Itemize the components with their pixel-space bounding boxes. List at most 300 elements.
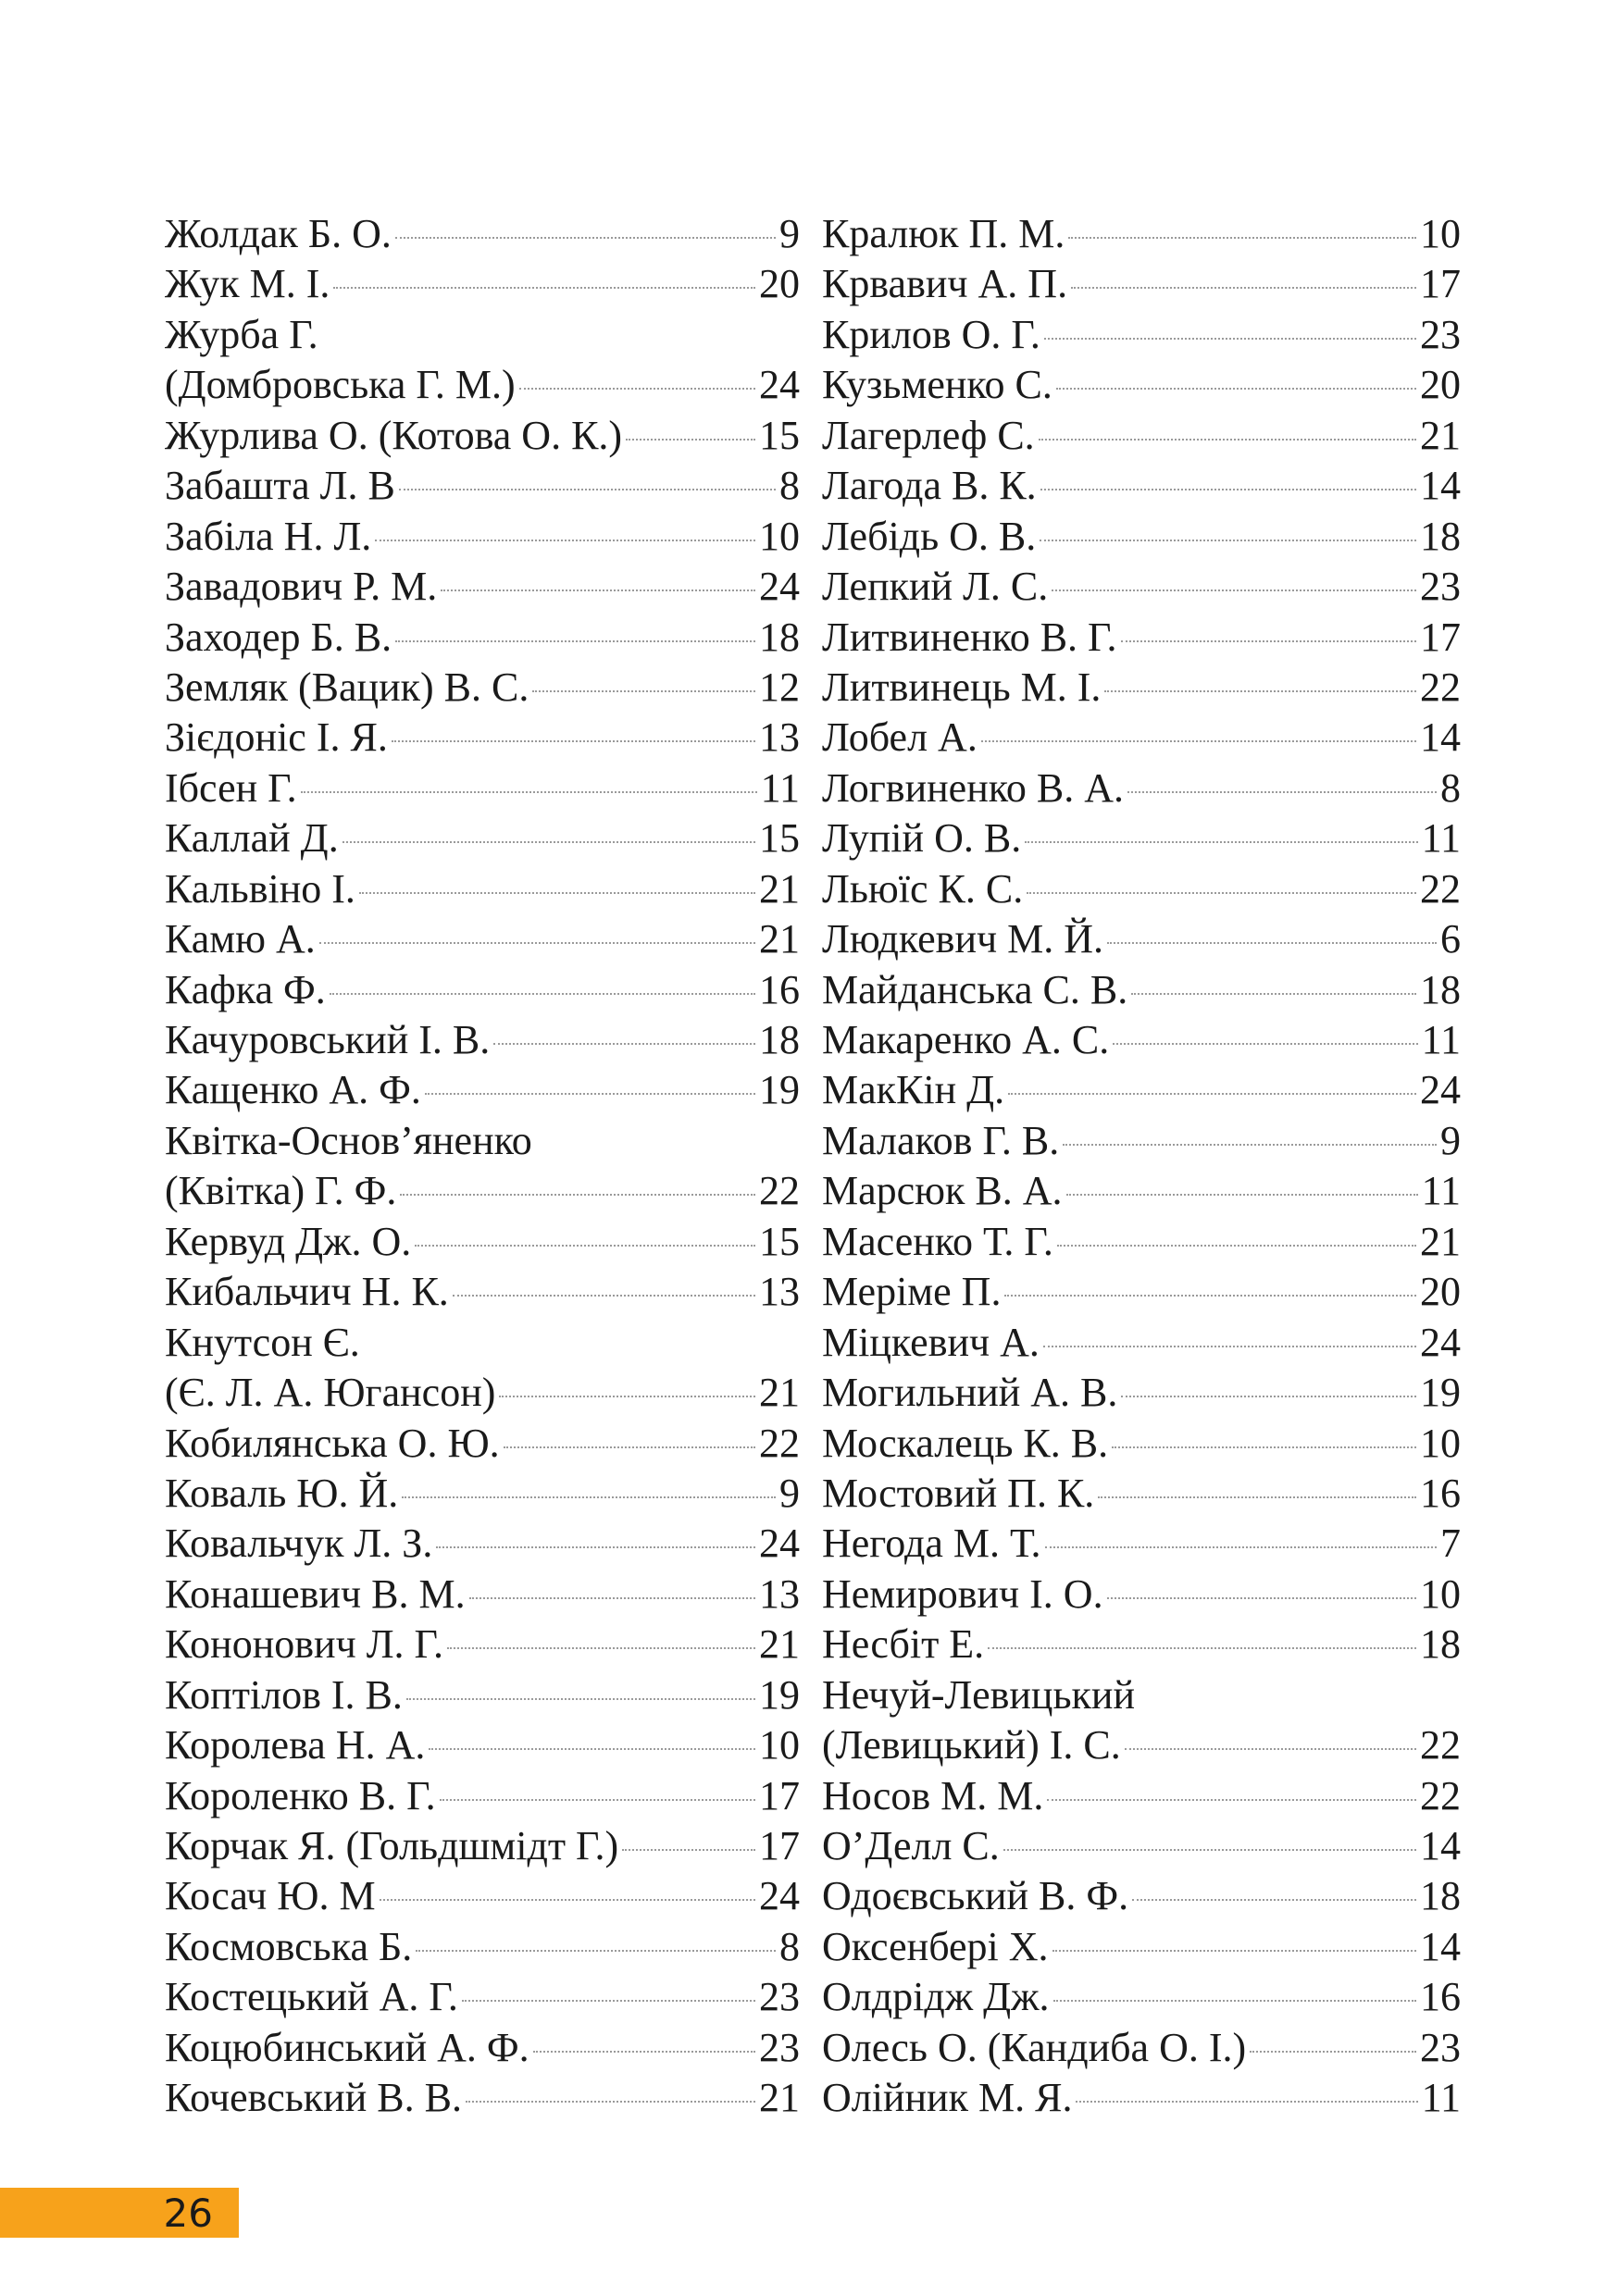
index-entry-name: Олесь О. (Кандиба О. І.) [822,2024,1247,2070]
dot-leader [533,2051,755,2053]
index-entry-name: Короленко В. Г. [165,1772,436,1818]
dot-leader [380,1899,755,1901]
index-entry-page: 11 [760,764,800,811]
index-entry-page: 14 [1420,714,1461,761]
dot-leader [1040,540,1416,541]
index-entry-page: 13 [759,1570,800,1617]
index-entry [165,1972,800,2022]
index-entry [165,965,800,1015]
dot-leader [333,287,755,289]
dot-leader [1025,841,1417,843]
index-entry-name: Литвиненко В. Г. [822,614,1117,660]
index-entry-name: Жук М. І. [165,261,330,307]
index-entry-page: 21 [1420,412,1461,458]
index-entry [165,1922,800,1972]
index-entry-name: Космовська Б. [165,1923,413,1969]
dot-leader [447,1647,755,1649]
index-entry-name: Коцюбинський А. Ф. [165,2024,529,2070]
dot-leader [342,841,755,843]
index-entry-name: (Є. Л. А. Югансон) [165,1370,496,1416]
dot-leader [1113,1043,1417,1045]
dot-leader [1003,1849,1416,1851]
index-entry-page: 13 [759,1269,800,1315]
index-entry-page: 21 [759,1370,800,1416]
index-column-right [822,209,1461,2124]
index-entry [822,1821,1461,1871]
dot-leader [416,1950,776,1952]
index-entry [822,1972,1461,2022]
dot-leader [504,1446,755,1448]
index-entry-page: 11 [1421,815,1461,862]
index-entry-name: Олдрідж Дж. [822,1974,1050,2020]
index-column-left [165,209,800,2124]
dot-leader [1056,388,1416,390]
index-entry-name: Одоєвський В. Ф. [822,1873,1129,1919]
index-entry [165,1419,800,1469]
index-entry-name: Кононович Л. Г. [165,1621,444,1668]
index-entry [822,1368,1461,1418]
index-entry [822,1871,1461,1921]
dot-leader [1121,1396,1416,1397]
dot-leader [1043,1346,1416,1347]
dot-leader [981,740,1416,742]
dot-leader [1044,338,1416,340]
index-entry [822,965,1461,1015]
index-entry-page: 18 [759,1017,800,1062]
index-entry-page: 24 [759,1873,800,1919]
dot-leader [425,1093,755,1095]
dot-leader [399,489,776,490]
index-entry [165,663,800,713]
index-entry [822,1015,1461,1065]
index-entry [822,663,1461,713]
index-entry [822,2073,1461,2123]
dot-leader [415,1245,755,1247]
index-entry-page: 20 [759,261,800,307]
index-entry-name: Корчак Я. (Гольдшмідт Г.) [165,1823,619,1868]
index-entry [165,1267,800,1317]
index-entry-page: 21 [759,2075,800,2121]
dot-leader [1112,1446,1416,1448]
index-entry [822,562,1461,612]
index-entry-name: Лупій О. В. [822,815,1022,862]
index-entry-name: Камю А. [165,916,316,962]
index-entry-page: 23 [759,1974,800,2020]
index-entry-page: 8 [1440,764,1461,811]
index-entry [165,813,800,863]
index-entry-page: 18 [759,614,800,660]
page-number-bar [0,2188,239,2238]
index-entry [165,512,800,562]
index-entry-page: 10 [1420,1570,1461,1617]
index-entry-name: Королева Н. А. [165,1722,426,1769]
index-entry-name: Несбіт Е. [822,1621,985,1668]
dot-leader [466,2101,755,2103]
dot-leader [519,388,755,390]
index-entry [822,1670,1461,1720]
index-entry-name: Макаренко А. С. [822,1017,1110,1062]
index-entry [165,209,800,259]
index-entry-name: Косач Ю. М [165,1873,376,1919]
dot-leader [1068,237,1416,239]
dot-leader [395,237,776,239]
index-entry-name: Забашта Л. В [165,463,395,509]
index-entry [822,360,1461,410]
dot-leader [1047,1799,1416,1801]
index-entry [165,1570,800,1620]
index-entry [822,310,1461,360]
index-entry [822,2023,1461,2073]
index-entry [165,1015,800,1065]
index-entry-page: 11 [1421,1168,1461,1214]
index-entry-name: Кервуд Дж. О. [165,1218,412,1264]
index-entry-name: Литвинець М. І. [822,664,1102,710]
dot-leader [359,892,755,894]
index-entry-page: 15 [759,412,800,458]
index-entry-name: Кальвіно І. [165,865,355,912]
index-entry-name: Марсюк В. А. [822,1168,1063,1214]
index-entry-page: 10 [759,513,800,559]
dot-leader [1008,1093,1416,1095]
index-entry-page: 24 [759,1520,800,1567]
index-entry-page: 23 [1420,311,1461,357]
index-entry-page: 10 [759,1722,800,1769]
index-entry-name: Кобилянська О. Ю. [165,1420,500,1466]
index-entry [822,1720,1461,1770]
dot-leader [493,1043,755,1045]
index-entry-name: Костецький А. Г. [165,1974,458,2020]
dot-leader [400,1194,755,1196]
index-entry-name: Каллай Д. [165,815,339,862]
dot-leader [402,1496,776,1498]
dot-leader [1052,590,1416,591]
index-entry-page: 16 [1420,1470,1461,1516]
index-entry-page: 8 [779,1923,800,1969]
dot-leader [1052,1950,1416,1952]
index-entry-page: 21 [1420,1218,1461,1264]
dot-leader [1121,640,1416,642]
index-entry-page: 9 [779,211,800,256]
index-entry-page: 13 [759,714,800,761]
index-entry [822,1469,1461,1519]
index-entry-name: О’Делл С. [822,1823,1000,1868]
index-entry-page: 20 [1420,362,1461,408]
index-entry-name: Ібсен Г. [165,764,297,811]
dot-leader [330,993,755,995]
index-entry-page: 11 [1421,2075,1461,2121]
index-entry [822,259,1461,309]
dot-leader [1131,993,1416,995]
index-entry [165,1871,800,1921]
index-entry [822,914,1461,964]
index-entry [165,310,800,360]
index-entry [165,411,800,461]
index-entry-name: Кочевський В. В. [165,2075,462,2121]
index-entry-name: Кузьменко С. [822,362,1052,408]
index-entry-name: Меріме П. [822,1269,1002,1315]
index-entry-page: 23 [1420,564,1461,610]
index-entry-page: 9 [1440,1117,1461,1163]
index-entry-page: 22 [1420,865,1461,912]
page-number: 26 [163,2190,213,2236]
index-entry-page: 22 [759,1168,800,1214]
dot-leader [319,942,755,944]
index-entry [165,562,800,612]
index-entry-page: 17 [1420,614,1461,660]
index-entry [165,1065,800,1115]
index-entry-name: Крилов О. Г. [822,311,1040,357]
index-entry [822,209,1461,259]
index-entry-name: Лобел А. [822,714,978,761]
index-entry-name: Коваль Ю. Й. [165,1470,399,1516]
index-entry [822,1771,1461,1821]
index-entry-name: Кащенко А. Ф. [165,1067,421,1113]
index-entry [822,1570,1461,1620]
index-entry-page: 21 [759,865,800,912]
index-entry [822,1217,1461,1267]
index-entry-name: Земляк (Вацик) В. С. [165,664,529,710]
index-entry-name: Заходер Б. В. [165,614,392,660]
index-entry [165,360,800,410]
index-entry [822,411,1461,461]
index-entry [165,1469,800,1519]
index-entry-name: Конашевич В. М. [165,1570,466,1617]
index-entry-page: 14 [1420,1823,1461,1868]
dot-leader [1104,690,1416,692]
index-entry [165,1519,800,1569]
dot-leader [1066,1194,1418,1196]
index-entry-name: Качуровський І. В. [165,1017,491,1062]
index-entry [822,813,1461,863]
index-entry-page: 6 [1440,916,1461,962]
index-entry-page: 15 [759,1218,800,1264]
index-entry-name: Мостовий П. К. [822,1470,1095,1516]
index-entry-name: Ковальчук Л. З. [165,1520,433,1567]
index-entry [165,763,800,813]
index-entry-name: Негода М. Т. [822,1520,1041,1567]
index-entry [165,1166,800,1216]
dot-leader [1027,892,1416,894]
index-entry [822,763,1461,813]
index-entry-page: 22 [759,1420,800,1466]
dot-leader [462,2000,755,2002]
index-entry-name: Журлива О. (Котова О. К.) [165,412,623,458]
index-entry [822,1166,1461,1216]
dot-leader [395,640,755,642]
index-entry-name: Лебідь О. В. [822,513,1037,559]
index-entry-page: 11 [1421,1017,1461,1062]
index-entry-page: 16 [1420,1974,1461,2020]
index-entry [165,1720,800,1770]
index-entry [822,613,1461,663]
index-entry-page: 8 [779,463,800,509]
dot-leader [1053,2000,1416,2002]
index-entry [165,1368,800,1418]
index-entry-page: 22 [1420,1772,1461,1818]
index-entry-name: Оксенбері Х. [822,1923,1049,1969]
index-entry-page: 18 [1420,966,1461,1012]
dot-leader [1098,1496,1416,1498]
index-entry-page: 17 [1420,261,1461,307]
dot-leader [1076,2101,1417,2103]
index-entry-name: Міцкевич А. [822,1319,1040,1365]
index-entry-page: 23 [759,2024,800,2070]
index-entry [822,461,1461,511]
index-entry-name: Льюїс К. С. [822,865,1024,912]
index-entry-name: Москалець К. В. [822,1420,1109,1466]
dot-leader [392,740,755,742]
index-entry-name: Могильний А. В. [822,1370,1118,1416]
index-entry [165,1217,800,1267]
index-entry-page: 24 [759,564,800,610]
dot-leader [1063,1144,1437,1146]
index-entry-page: 23 [1420,2024,1461,2070]
index-entry [822,1267,1461,1317]
index-entry-name: Лагерлеф С. [822,412,1035,458]
index-entry-name: Кралюк П. М. [822,211,1065,256]
index-entry [822,713,1461,763]
dot-leader [441,590,755,591]
index-entry-name: Майданська С. В. [822,966,1128,1012]
dot-leader [1057,1245,1416,1247]
index-entry [165,713,800,763]
index-entry-name: Лепкий Л. С. [822,564,1049,610]
index-entry-page: 18 [1420,1873,1461,1919]
dot-leader [499,1396,755,1397]
index-entry-page: 24 [759,362,800,408]
index-entry-name: Журба Г. [165,311,318,357]
dot-leader [1107,942,1437,944]
index-entry-page: 7 [1440,1520,1461,1567]
index-entry [165,914,800,964]
dot-leader [1004,1295,1416,1297]
dot-leader [1132,1899,1416,1901]
dot-leader [375,540,755,541]
index-entry [822,512,1461,562]
index-entry [165,613,800,663]
index-entry [822,1116,1461,1166]
index-entry-name: Носов М. М. [822,1772,1044,1818]
index-entry-page: 12 [759,664,800,710]
index-entry [822,1519,1461,1569]
dot-leader [988,1647,1416,1649]
index-entry [165,2073,800,2123]
index-entry-name: Коптілов І. В. [165,1671,403,1718]
dot-leader [469,1597,755,1599]
index-entry-name: Логвиненко В. А. [822,764,1125,811]
index-entry-page: 19 [1420,1370,1461,1416]
index-entry [165,461,800,511]
index-entry-page: 18 [1420,513,1461,559]
index-entry-name: (Домбровська Г. М.) [165,362,516,408]
index-entry-page: 22 [1420,664,1461,710]
index-entry-name: Забіла Н. Л. [165,513,372,559]
index-entry-name: Кибальчич Н. К. [165,1269,449,1315]
dot-leader [440,1799,755,1801]
dot-leader [436,1546,755,1548]
index-entry [165,1620,800,1669]
index-entry-name: Олійник М. Я. [822,2075,1073,2121]
index-entry-page: 14 [1420,463,1461,509]
index-entry-name: (Левицький) І. С. [822,1722,1121,1769]
dot-leader [1039,439,1416,441]
index-entry-name: Кафка Ф. [165,966,326,1012]
dot-leader [1071,287,1416,289]
dot-leader [622,1849,755,1851]
index-entry-name: Кнутсон Є. [165,1319,360,1365]
index-entry-name: Людкевич М. Й. [822,916,1104,962]
index-entry [165,1318,800,1368]
index-entry-page: 9 [779,1470,800,1516]
dot-leader [1127,791,1437,793]
index-entry-page: 17 [759,1772,800,1818]
index-entry-page: 16 [759,966,800,1012]
index-entry [822,1419,1461,1469]
index-entry [822,1620,1461,1669]
index-entry-page: 21 [759,916,800,962]
index-entry-page: 19 [759,1067,800,1113]
index-entry [165,1771,800,1821]
index-entry [822,1318,1461,1368]
index-entry [822,864,1461,914]
index-entry-name: Квітка-Основ’яненко [165,1117,532,1163]
dot-leader [1107,1597,1416,1599]
index-entry-page: 20 [1420,1269,1461,1315]
index-entry-name: Масенко Т. Г. [822,1218,1053,1264]
index-entry [165,1670,800,1720]
dot-leader [301,791,757,793]
dot-leader [453,1295,755,1297]
dot-leader [429,1748,755,1750]
index-entry [165,1116,800,1166]
index-entry-name: Малаков Г. В. [822,1117,1060,1163]
index-entry-name: Немирович І. О. [822,1570,1103,1617]
index-entry-page: 19 [759,1671,800,1718]
index-entry-page: 24 [1420,1319,1461,1365]
index-entry-name: Завадович Р. М. [165,564,438,610]
index-entry [822,1922,1461,1972]
dot-leader [532,690,755,692]
index-entry [822,1065,1461,1115]
index-entry-page: 18 [1420,1621,1461,1668]
dot-leader [1045,1546,1438,1548]
index-entry-name: Нечуй-Левицький [822,1671,1136,1718]
dot-leader [406,1698,755,1700]
index-entry-page: 21 [759,1621,800,1668]
index-entry-page: 14 [1420,1923,1461,1969]
index-entry-page: 22 [1420,1722,1461,1769]
index-entry-page: 10 [1420,1420,1461,1466]
dot-leader [1250,2051,1416,2053]
index-entry-name: Зієдоніс І. Я. [165,714,388,761]
index-entry-page: 24 [1420,1067,1461,1113]
index-entry-name: Жолдак Б. О. [165,211,392,256]
index-entry-page: 17 [759,1823,800,1868]
dot-leader [626,439,755,441]
index-entry-page: 10 [1420,211,1461,256]
index-entry [165,259,800,309]
index-entry-name: МакКін Д. [822,1067,1005,1113]
index-entry [165,1821,800,1871]
index-entry-name: (Квітка) Г. Ф. [165,1168,397,1214]
index-entry-page: 15 [759,815,800,862]
dot-leader [1125,1748,1416,1750]
index-entry [165,2023,800,2073]
dot-leader [1040,489,1416,490]
index-entry-name: Лагода В. К. [822,463,1037,509]
index-entry [165,864,800,914]
index-entry-name: Крвавич А. П. [822,261,1068,307]
